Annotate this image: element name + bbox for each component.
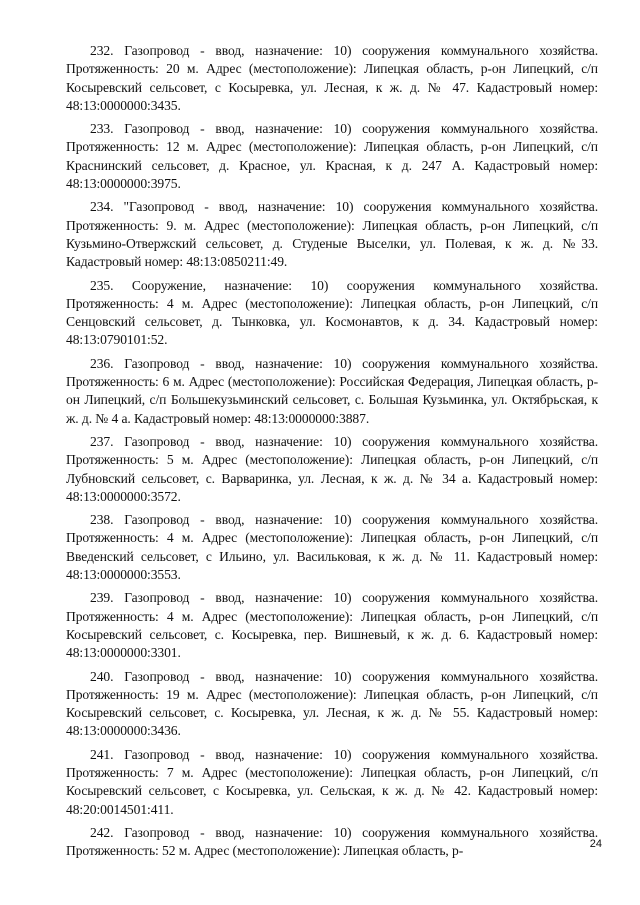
list-item: 235. Сооружение, назначение: 10) сооружения коммунального хозяйства. Протяженность: 4 м. Адрес (местоположение): Липецкая область, р-он Липецкий, с/п Сенцовский сельсовет, д. Тынковка, ул. Космонавтов, к д. 34. Кадастровый номер: 48:13:0790101:52. — [66, 277, 598, 348]
list-item: 232. Газопровод - ввод, назначение: 10) сооружения коммунального хозяйства. Протяженность: 20 м. Адрес (местоположение): Липецкая область, р-он Липецкий, с/п Косыревский сельсовет, с Косыревка, ул. Лесная, к ж. д. № 47. Кадастровый номер: 48:13:0000000:3435. — [66, 43, 598, 113]
list-item: 233. Газопровод - ввод, назначение: 10) сооружения коммунального хозяйства. Протяженность: 12 м. Адрес (местоположение): Липецкая область, р-он Липецкий, с/п Краснинский сельсовет, д. Красное, ул. Красная, к д. 247 А. Кадастровый номер: 48:13:0000000:3975. — [66, 121, 598, 192]
page-number: 24 — [589, 838, 602, 850]
list-item: 242. Газопровод - ввод, назначение: 10) сооружения коммунального хозяйства. Протяженность: 52 м. Адрес (местоположение): Липецкая область, р- — [66, 824, 598, 859]
list-item: 241. Газопровод - ввод, назначение: 10) сооружения коммунального хозяйства. Протяженность: 7 м. Адрес (местоположение): Липецкая область, р-он Липецкий, с/п Косыревский сельсовет, с Косыревка, ул. Сельская, к ж. д. № 42. Кадастровый номер: 48:20:0014501:411. — [66, 746, 598, 817]
list-item: 238. Газопровод - ввод, назначение: 10) сооружения коммунального хозяйства. Протяженность: 4 м. Адрес (местоположение): Липецкая область, р-он Липецкий, с/п Введенский сельсовет, с Ильино, ул. Васильковая, к ж. д. № 11. Кадастровый номер: 48:13:0000000:3553. — [66, 512, 598, 583]
document-page — [66, 42, 598, 865]
list-item: 237. Газопровод - ввод, назначение: 10) сооружения коммунального хозяйства. Протяженность: 5 м. Адрес (местоположение): Липецкая область, р-он Липецкий, с/п Лубновский сельсовет, с. Варваринка, ул. Лесная, к ж. д. № 34 а. Кадастровый номер: 48:13:0000000:3572. — [66, 433, 598, 504]
list-item: 240. Газопровод - ввод, назначение: 10) сооружения коммунального хозяйства. Протяженность: 19 м. Адрес (местоположение): Липецкая область, р-он Липецкий, с/п Косыревский сельсовет, с. Косыревка, ул. Лесная, к ж. д. № 55. Кадастровый номер: 48:13:0000000:3436. — [66, 668, 598, 739]
list-item: 239. Газопровод - ввод, назначение: 10) сооружения коммунального хозяйства. Протяженность: 4 м. Адрес (местоположение): Липецкая область, р-он Липецкий, с/п Косыревский сельсовет, с. Косыревка, пер. Вишневый, к ж. д. 6. Кадастровый номер: 48:13:0000000:3301. — [66, 590, 598, 661]
list-item: 236. Газопровод - ввод, назначение: 10) сооружения коммунального хозяйства. Протяженность: 6 м. Адрес (местоположение): Российская Федерация, Липецкая область, р-он Липецкий, с/п Большекузьминский сельсовет, с. Большая Кузьминка, ул. Октябрьская, к ж. д. № 4 а. Кадастровый номер: 48:13:0000000:3887. — [66, 355, 598, 426]
list-item: 234. "Газопровод - ввод, назначение: 10) сооружения коммунального хозяйства. Протяженность: 9. м. Адрес (местоположение): Липецкая область, р-он Липецкий, с/п Кузьмино-Отвержский сельсовет, д. Студеные Выселки, ул. Полевая, к ж. д. №33. Кадастровый номер: 48:13:0850211:49. — [66, 199, 598, 270]
